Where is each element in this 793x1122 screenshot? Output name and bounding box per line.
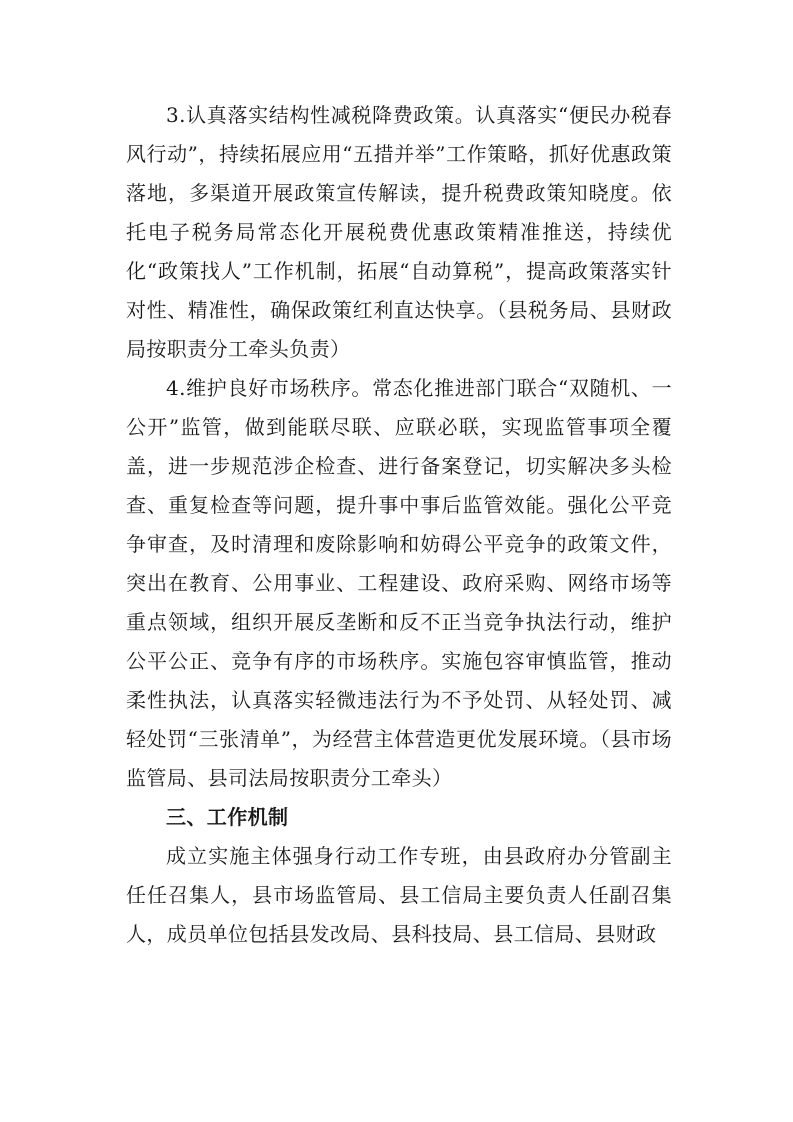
section-heading-work-mechanism: 三、工作机制 xyxy=(166,805,289,829)
paragraph-task-force: 成立实施主体强身行动工作专班，由县政府办分管副主任任召集人，县市场监管局、县工信局主要负责人任副召集人，成员单位包括县发改局、县科技局、县工信局、县财政 xyxy=(126,844,672,946)
paragraph-market-order: 4.维护良好市场秩序。常态化推进部门联合“双随机、一公开”监管，做到能联尽联、应联必联，实现监管事项全覆盖，进一步规范涉企检查、进行备案登记，切实解决多头检查、重复检查等问题，提升事中事后监管效能。强化公平竞争审查，及时清理和废除影响和妨碍公平竞争的政策文件，突出在教育、公用事业、工程建设、政府采购、网络市场等重点领域，组织开展反垄断和反不正当竞争执法行动，维护公平公正、竞争有序的市场秩序。实施包容审慎监管，推动柔性执法，认真落实轻微违法行为不予处罚、从轻处罚、减轻处罚“三张清单”，为经营主体营造更优发展环境。（县市场监管局、县司法局按职责分工牵头） xyxy=(126,376,672,790)
paragraph-tax-policy: 3.认真落实结构性减税降费政策。认真落实“便民办税春风行动”，持续拓展应用“五措并举”工作策略，抓好优惠政策落地，多渠道开展政策宣传解读，提升税费政策知晓度。依托电子税务局常态化开展税费优惠政策精准推送，持续优化“政策找人”工作机制，拓展“自动算税”，提高政策落实针对性、精准性，确保政策红利直达快享。（县税务局、县财政局按职责分工牵头负责） xyxy=(126,103,672,361)
document-body xyxy=(126,96,672,954)
